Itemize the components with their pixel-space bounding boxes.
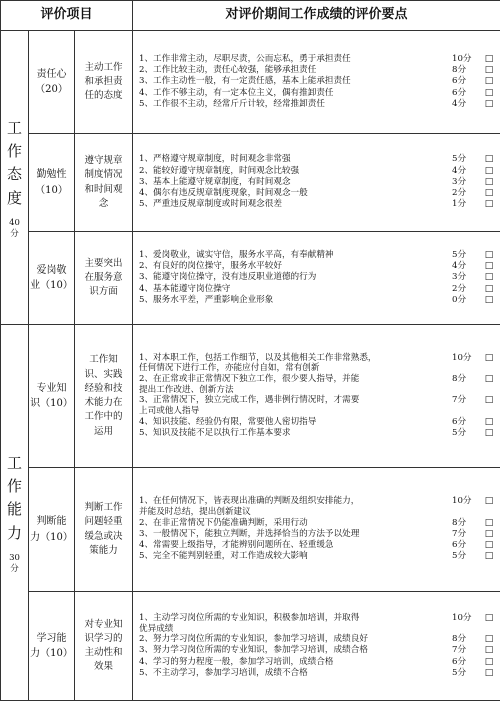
criteria-score: 4分 — [452, 99, 482, 110]
criteria-item — [139, 154, 496, 165]
checkbox-icon[interactable]: □ — [482, 417, 496, 428]
checkbox-icon[interactable]: □ — [482, 518, 496, 529]
criteria-item — [139, 261, 496, 272]
criteria-text: 1、严格遵守规章制度，时间观念非常强 — [139, 154, 452, 165]
criteria-score: 5分 — [452, 428, 482, 439]
criteria-score: 6分 — [452, 540, 482, 551]
criteria-score: 3分 — [452, 177, 482, 188]
checkbox-icon[interactable]: □ — [482, 99, 496, 110]
criteria-list — [133, 31, 500, 134]
criteria-score: 2分 — [452, 284, 482, 295]
checkbox-icon[interactable]: □ — [482, 177, 496, 188]
section-row — [1, 592, 500, 701]
section-name: 爱岗敬 业（10） — [29, 232, 75, 325]
criteria-list — [133, 592, 500, 701]
criteria-text: 4、常需要上级指导，才能辨别问题所在、轻重缓急 — [139, 540, 452, 551]
checkbox-icon[interactable]: □ — [482, 250, 496, 261]
criteria-item — [139, 88, 496, 99]
criteria-item — [139, 250, 496, 261]
criteria-text: 4、工作不够主动，有一定本位主义，偶有推卸责任 — [139, 88, 452, 99]
checkbox-icon[interactable]: □ — [482, 154, 496, 165]
criteria-text: 1、对本职工作，包括工作细节，以及其他相关工作非常熟悉， 任何情况下进行工作，亦能应付自如，常有创新 — [139, 353, 452, 374]
criteria-item — [139, 613, 496, 634]
criteria-item — [139, 295, 496, 306]
criteria-text: 5、完全不能判别轻重，对工作造成较大影响 — [139, 551, 452, 562]
group-title-char: 力 — [1, 522, 28, 545]
checkbox-icon[interactable]: □ — [482, 88, 496, 99]
section-name: 专业知 识（10） — [29, 325, 75, 468]
criteria-item — [139, 551, 496, 562]
checkbox-icon[interactable]: □ — [482, 374, 496, 385]
checkbox-icon[interactable]: □ — [482, 284, 496, 295]
group-title — [1, 31, 29, 325]
checkbox-icon[interactable]: □ — [482, 634, 496, 645]
checkbox-icon[interactable]: □ — [482, 657, 496, 668]
criteria-text: 5、知识及技能不足以执行工作基本要求 — [139, 428, 452, 439]
criteria-item — [139, 54, 496, 65]
criteria-item — [139, 284, 496, 295]
criteria-score: 7分 — [452, 395, 482, 406]
criteria-text: 4、基本能遵守岗位操守 — [139, 284, 452, 295]
group-title — [1, 325, 29, 701]
criteria-list — [133, 134, 500, 232]
criteria-score: 1分 — [452, 199, 482, 210]
checkbox-icon[interactable]: □ — [482, 65, 496, 76]
criteria-text: 3、工作主动性一般，有一定责任感，基本上能承担责任 — [139, 76, 452, 87]
criteria-item — [139, 428, 496, 439]
criteria-score: 10分 — [452, 496, 482, 507]
criteria-text: 1、在任何情况下，皆表现出准确的判断及组织安排能力， 并能及时总结，提出创新建议 — [139, 496, 452, 517]
criteria-text: 3、正常情况下，独立完成工作，遇非例行情况时，才需要 上司或他人指导 — [139, 395, 452, 416]
section-description: 判断工作 问题轻重 缓急或决 策能力 — [75, 468, 133, 592]
criteria-score: 8分 — [452, 65, 482, 76]
checkbox-icon[interactable]: □ — [482, 395, 496, 406]
criteria-score: 3分 — [452, 272, 482, 283]
criteria-item — [139, 272, 496, 283]
criteria-item — [139, 188, 496, 199]
criteria-text: 3、基本上能遵守规章制度，有时间观念 — [139, 177, 452, 188]
criteria-score: 8分 — [452, 374, 482, 385]
criteria-item — [139, 529, 496, 540]
checkbox-icon[interactable]: □ — [482, 76, 496, 87]
section-description: 工作知 识、实践 经验和技 术能力在 工作中的 运用 — [75, 325, 133, 468]
criteria-text: 2、努力学习岗位所需的专业知识，参加学习培训，成绩良好 — [139, 634, 452, 645]
group-title-char: 作 — [1, 475, 28, 498]
criteria-item — [139, 657, 496, 668]
criteria-item — [139, 177, 496, 188]
criteria-score: 7分 — [452, 645, 482, 656]
criteria-score: 8分 — [452, 518, 482, 529]
criteria-score: 2分 — [452, 188, 482, 199]
criteria-item — [139, 76, 496, 87]
checkbox-icon[interactable]: □ — [482, 496, 496, 507]
criteria-text: 5、工作很不主动，经常斤斤计较，经常推卸责任 — [139, 99, 452, 110]
criteria-score: 4分 — [452, 261, 482, 272]
criteria-score: 6分 — [452, 417, 482, 428]
section-row — [1, 134, 500, 232]
header-evaluation-points: 对评价期间工作成绩的评价要点 — [133, 1, 500, 31]
criteria-item — [139, 645, 496, 656]
checkbox-icon[interactable]: □ — [482, 272, 496, 283]
criteria-score: 4分 — [452, 166, 482, 177]
evaluation-body — [1, 31, 500, 701]
criteria-item — [139, 496, 496, 517]
criteria-score: 7分 — [452, 529, 482, 540]
section-description: 对专业知 识学习的 主动性和 效果 — [75, 592, 133, 701]
criteria-item — [139, 518, 496, 529]
group-title-char: 态 — [1, 163, 28, 186]
criteria-text: 2、在正常或非正常情况下独立工作，很少要人指导，并能 提出工作改进、创新方法 — [139, 374, 452, 395]
group-title-char: 度 — [1, 187, 28, 210]
criteria-item — [139, 668, 496, 679]
checkbox-icon[interactable]: □ — [482, 166, 496, 177]
checkbox-icon[interactable]: □ — [482, 199, 496, 210]
checkbox-icon[interactable]: □ — [482, 529, 496, 540]
section-name: 责任心 （20） — [29, 31, 75, 134]
checkbox-icon[interactable]: □ — [482, 188, 496, 199]
criteria-text: 2、工作比较主动，责任心较强，能够承担责任 — [139, 65, 452, 76]
section-row — [1, 325, 500, 468]
criteria-score: 10分 — [452, 54, 482, 65]
criteria-score: 6分 — [452, 76, 482, 87]
criteria-text: 2、有良好的岗位操守，服务水平较好 — [139, 261, 452, 272]
criteria-list — [133, 325, 500, 468]
criteria-score: 6分 — [452, 657, 482, 668]
checkbox-icon[interactable]: □ — [482, 428, 496, 439]
criteria-score: 10分 — [452, 353, 482, 364]
criteria-text: 1、工作非常主动，尽职尽责，公而忘私，勇于承担责任 — [139, 54, 452, 65]
criteria-text: 5、严重违反规章制度或时间观念很差 — [139, 199, 452, 210]
criteria-text: 5、不主动学习，参加学习培训，成绩不合格 — [139, 668, 452, 679]
criteria-text: 4、偶尔有违反规章制度现象，时间观念一般 — [139, 188, 452, 199]
checkbox-icon[interactable]: □ — [482, 295, 496, 306]
section-description: 主要突出 在服务意 识方面 — [75, 232, 133, 325]
criteria-text: 2、能较好遵守规章制度，时间观念比较强 — [139, 166, 452, 177]
criteria-text: 3、一般情况下，能独立判断，并选择恰当的方法予以处理 — [139, 529, 452, 540]
criteria-score: 5分 — [452, 154, 482, 165]
criteria-item — [139, 166, 496, 177]
criteria-text: 5、服务水平差，严重影响企业形象 — [139, 295, 452, 306]
criteria-score: 0分 — [452, 295, 482, 306]
criteria-text: 4、学习的努力程度一般，参加学习培训，成绩合格 — [139, 657, 452, 668]
checkbox-icon[interactable]: □ — [482, 551, 496, 562]
checkbox-icon[interactable]: □ — [482, 353, 496, 364]
criteria-item — [139, 540, 496, 551]
group-points: 40 分 — [1, 218, 28, 240]
criteria-score: 5分 — [452, 551, 482, 562]
checkbox-icon[interactable]: □ — [482, 540, 496, 551]
criteria-text: 2、在非正常情况下仍能准确判断，采用行动 — [139, 518, 452, 529]
criteria-score: 6分 — [452, 88, 482, 99]
section-row — [1, 31, 500, 134]
criteria-item — [139, 65, 496, 76]
group-title-char: 工 — [1, 117, 28, 140]
criteria-item — [139, 374, 496, 395]
criteria-item — [139, 634, 496, 645]
group-points: 30 分 — [1, 553, 28, 575]
section-row — [1, 468, 500, 592]
criteria-score: 5分 — [452, 668, 482, 679]
checkbox-icon[interactable]: □ — [482, 613, 496, 624]
criteria-text: 3、能遵守岗位操守，没有违反职业道德的行为 — [139, 272, 452, 283]
header-row — [1, 1, 500, 31]
section-description: 主动工作 和承担责 任的态度 — [75, 31, 133, 134]
criteria-item — [139, 395, 496, 416]
criteria-score: 5分 — [452, 250, 482, 261]
section-row — [1, 232, 500, 325]
group-title-char: 作 — [1, 140, 28, 163]
criteria-text: 3、努力学习岗位所需的专业知识，参加学习培训，成绩合格 — [139, 645, 452, 656]
section-name: 判断能 力（10） — [29, 468, 75, 592]
criteria-text: 1、主动学习岗位所需的专业知识，积极参加培训，并取得 优异成绩 — [139, 613, 452, 634]
checkbox-icon[interactable]: □ — [482, 645, 496, 656]
criteria-text: 1、爱岗敬业，诚实守信，服务水平高，有奉献精神 — [139, 250, 452, 261]
group-title-char: 工 — [1, 452, 28, 475]
criteria-score: 8分 — [452, 634, 482, 645]
criteria-item — [139, 199, 496, 210]
criteria-list — [133, 468, 500, 592]
criteria-item — [139, 417, 496, 428]
section-description: 遵守规章 制度情况 和时间观 念 — [75, 134, 133, 232]
criteria-item — [139, 353, 496, 374]
checkbox-icon[interactable]: □ — [482, 54, 496, 65]
criteria-text: 4、知识技能、经验仍有限，常要他人密切指导 — [139, 417, 452, 428]
header-evaluation-item: 评价项目 — [1, 1, 133, 31]
group-title-char: 能 — [1, 498, 28, 521]
criteria-list — [133, 232, 500, 325]
checkbox-icon[interactable]: □ — [482, 261, 496, 272]
criteria-score: 10分 — [452, 613, 482, 624]
section-name: 学习能 力（10） — [29, 592, 75, 701]
checkbox-icon[interactable]: □ — [482, 668, 496, 679]
section-name: 勤勉性 （10） — [29, 134, 75, 232]
criteria-item — [139, 99, 496, 110]
